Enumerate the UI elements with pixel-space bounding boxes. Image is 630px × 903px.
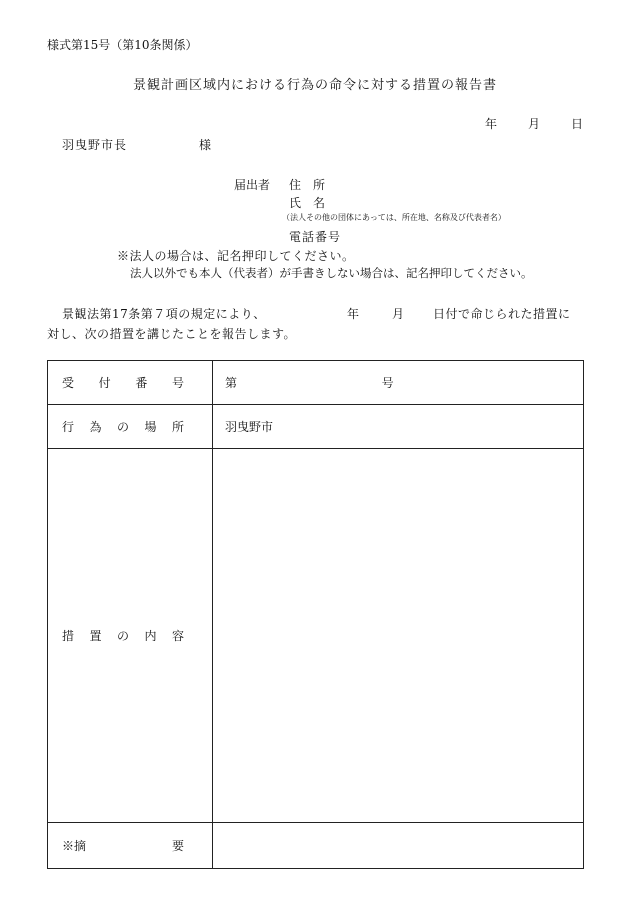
report-table xyxy=(47,360,584,869)
action-location-field[interactable]: 羽曳野市 xyxy=(213,405,584,449)
body-line1-month: 月 xyxy=(392,307,405,321)
document-title: 景観計画区域内における行為の命令に対する措置の報告書 xyxy=(132,78,497,93)
body-line1-year: 年 xyxy=(347,307,360,321)
body-line1-part1: 景観法第17条第７項の規定により、 xyxy=(62,307,266,321)
receipt-number-field[interactable]: 第 号 xyxy=(213,361,584,405)
seal-note-1: ※法人の場合は、記名押印してください。 xyxy=(117,249,355,263)
body-line2: 対し、次の措置を講じたことを報告します。 xyxy=(47,327,297,341)
measures-content-label: 措 置 の 内 容 xyxy=(48,449,213,823)
body-line1-part2: 日付で命じられた措置に xyxy=(433,307,571,321)
seal-note-2: 法人以外でも本人（代表者）が手書きしない場合は、記名押印してください。 xyxy=(130,266,533,280)
address-label: 住 所 xyxy=(289,178,326,192)
table-row-remarks xyxy=(48,823,584,869)
remarks-field[interactable] xyxy=(213,823,584,869)
addressee: 羽曳野市長 xyxy=(62,138,128,152)
table-row-location xyxy=(48,405,584,449)
remarks-label: ※摘 要 xyxy=(48,823,213,869)
action-location-label: 行 為 の 場 所 xyxy=(48,405,213,449)
corporate-note: （法人その他の団体にあっては、所在地、名称及び代表者名） xyxy=(282,213,506,222)
date-month-label: 月 xyxy=(528,117,541,131)
date-day-label: 日 xyxy=(571,117,584,131)
receipt-number-label: 受 付 番 号 xyxy=(48,361,213,405)
notifier-label: 届出者 xyxy=(234,178,271,192)
measures-content-field[interactable] xyxy=(213,449,584,823)
addressee-honorific: 様 xyxy=(199,138,212,152)
table-row-measures xyxy=(48,449,584,823)
name-label: 氏 名 xyxy=(289,196,326,210)
phone-label: 電話番号 xyxy=(289,230,342,244)
date-year-label: 年 xyxy=(485,117,498,131)
form-number: 様式第15号（第10条関係） xyxy=(47,38,198,52)
table-row-receipt xyxy=(48,361,584,405)
